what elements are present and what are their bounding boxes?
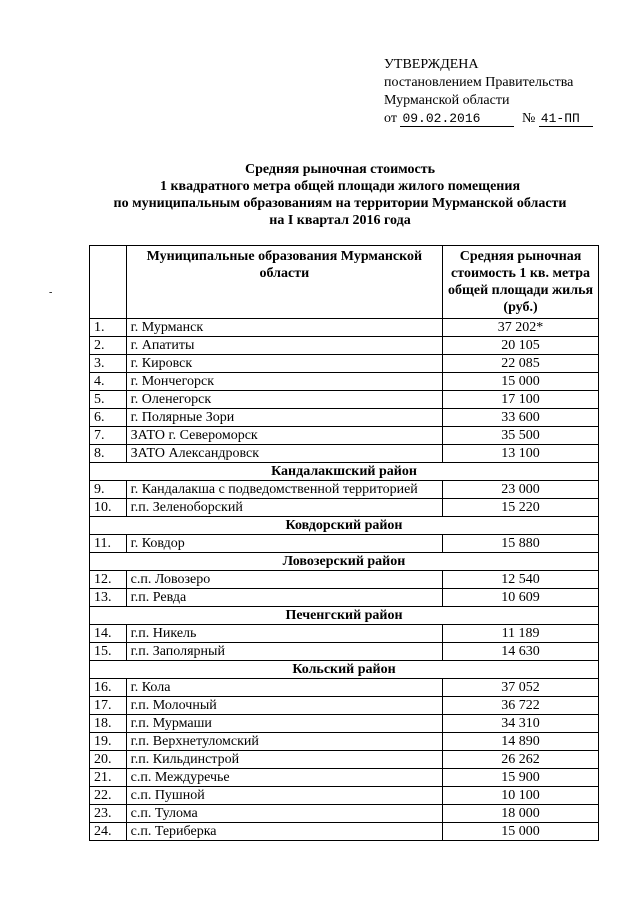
row-price: 23 000 <box>443 481 599 499</box>
row-municipality: с.п. Пушной <box>126 787 443 805</box>
row-number: 6. <box>90 409 127 427</box>
table-row <box>90 715 599 733</box>
table-row <box>90 337 599 355</box>
row-price: 37 202* <box>443 319 599 337</box>
row-number: 16. <box>90 679 127 697</box>
row-municipality: с.п. Ловозеро <box>126 571 443 589</box>
row-price: 18 000 <box>443 805 599 823</box>
table-row <box>90 751 599 769</box>
approval-from-label: от <box>384 111 397 126</box>
table-row <box>90 391 599 409</box>
row-number: 7. <box>90 427 127 445</box>
row-municipality: г.п. Верхнетуломский <box>126 733 443 751</box>
row-municipality: г.п. Мурмаши <box>126 715 443 733</box>
row-municipality: г. Мончегорск <box>126 373 443 391</box>
table-row <box>90 787 599 805</box>
group-header-row <box>90 517 599 535</box>
row-municipality: г. Ковдор <box>126 535 443 553</box>
row-number: 21. <box>90 769 127 787</box>
group-header-row <box>90 661 599 679</box>
group-header-row <box>90 463 599 481</box>
table-row <box>90 823 599 841</box>
table-row <box>90 733 599 751</box>
table-row <box>90 373 599 391</box>
approval-date-line <box>384 110 593 128</box>
row-price: 10 100 <box>443 787 599 805</box>
row-price: 26 262 <box>443 751 599 769</box>
row-municipality: г. Кировск <box>126 355 443 373</box>
row-municipality: г.п. Кильдинстрой <box>126 751 443 769</box>
row-number: 12. <box>90 571 127 589</box>
row-municipality: г. Мурманск <box>126 319 443 337</box>
approval-title: УТВЕРЖДЕНА <box>384 57 479 72</box>
row-price: 12 540 <box>443 571 599 589</box>
row-number: 17. <box>90 697 127 715</box>
approval-decree: постановлением Правительства <box>384 75 574 90</box>
approval-number: 41-ПП <box>539 112 593 127</box>
row-number: 11. <box>90 535 127 553</box>
row-price: 14 890 <box>443 733 599 751</box>
group-title: Ловозерский район <box>90 553 599 571</box>
row-price: 14 630 <box>443 643 599 661</box>
row-number: 14. <box>90 625 127 643</box>
table-row <box>90 697 599 715</box>
approval-stamp <box>384 56 593 128</box>
table-row <box>90 535 599 553</box>
row-price: 17 100 <box>443 391 599 409</box>
group-title: Ковдорский район <box>90 517 599 535</box>
row-municipality: ЗАТО г. Североморск <box>126 427 443 445</box>
table-body <box>90 319 599 841</box>
approval-date: 09.02.2016 <box>400 112 514 127</box>
table-row <box>90 409 599 427</box>
row-number: 1. <box>90 319 127 337</box>
row-number: 2. <box>90 337 127 355</box>
title-line-2: 1 квадратного метра общей площади жилого помещения <box>159 179 521 194</box>
group-title: Кандалакшский район <box>90 463 599 481</box>
row-municipality: г. Оленегорск <box>126 391 443 409</box>
row-price: 15 900 <box>443 769 599 787</box>
header-municipality: Муниципальные образования Мурманской области <box>126 246 443 319</box>
group-title: Печенгский район <box>90 607 599 625</box>
row-number: 13. <box>90 589 127 607</box>
row-price: 11 189 <box>443 625 599 643</box>
header-num <box>90 246 127 319</box>
row-municipality: г. Полярные Зори <box>126 409 443 427</box>
row-municipality: ЗАТО Александровск <box>126 445 443 463</box>
table-row <box>90 319 599 337</box>
row-price: 13 100 <box>443 445 599 463</box>
approval-region: Мурманской области <box>384 93 510 108</box>
document-title <box>60 161 620 229</box>
row-number: 15. <box>90 643 127 661</box>
table-row <box>90 481 599 499</box>
row-price: 36 722 <box>443 697 599 715</box>
row-number: 5. <box>90 391 127 409</box>
title-line-3: по муниципальным образованиям на территории Мурманской области <box>113 196 567 211</box>
row-number: 23. <box>90 805 127 823</box>
table-header-row <box>90 246 599 319</box>
approval-number-label: № <box>521 111 536 126</box>
table-row <box>90 679 599 697</box>
title-line-1: Средняя рыночная стоимость <box>245 162 435 177</box>
group-header-row <box>90 607 599 625</box>
table-row <box>90 643 599 661</box>
table-row <box>90 355 599 373</box>
table-row <box>90 499 599 517</box>
row-price: 34 310 <box>443 715 599 733</box>
row-municipality: г. Кандалакша с подведомственной территорией <box>126 481 443 499</box>
row-municipality: г.п. Ревда <box>126 589 443 607</box>
row-municipality: г.п. Никель <box>126 625 443 643</box>
row-number: 22. <box>90 787 127 805</box>
row-price: 37 052 <box>443 679 599 697</box>
table-row <box>90 445 599 463</box>
row-number: 4. <box>90 373 127 391</box>
row-price: 22 085 <box>443 355 599 373</box>
row-price: 10 609 <box>443 589 599 607</box>
title-line-4: на I квартал 2016 года <box>269 213 411 228</box>
row-municipality: г.п. Зеленоборский <box>126 499 443 517</box>
row-number: 18. <box>90 715 127 733</box>
table-row <box>90 769 599 787</box>
table-row <box>90 805 599 823</box>
row-municipality: г. Кола <box>126 679 443 697</box>
row-number: 9. <box>90 481 127 499</box>
row-price: 15 000 <box>443 373 599 391</box>
row-municipality: с.п. Териберка <box>126 823 443 841</box>
row-municipality: г.п. Молочный <box>126 697 443 715</box>
row-number: 10. <box>90 499 127 517</box>
row-municipality: с.п. Тулома <box>126 805 443 823</box>
row-price: 20 105 <box>443 337 599 355</box>
row-number: 20. <box>90 751 127 769</box>
row-municipality: г.п. Заполярный <box>126 643 443 661</box>
row-number: 3. <box>90 355 127 373</box>
row-price: 15 880 <box>443 535 599 553</box>
row-number: 19. <box>90 733 127 751</box>
row-price: 15 220 <box>443 499 599 517</box>
group-title: Кольский район <box>90 661 599 679</box>
table-row <box>90 625 599 643</box>
row-municipality: г. Апатиты <box>126 337 443 355</box>
row-number: 24. <box>90 823 127 841</box>
stray-mark: - <box>49 287 53 298</box>
table-row <box>90 571 599 589</box>
table-row <box>90 589 599 607</box>
row-price: 15 000 <box>443 823 599 841</box>
table-row <box>90 427 599 445</box>
row-municipality: с.п. Междуречье <box>126 769 443 787</box>
header-price: Средняя рыночная стоимость 1 кв. метра общей площади жилья (руб.) <box>443 246 599 319</box>
price-table <box>89 245 599 841</box>
group-header-row <box>90 553 599 571</box>
row-number: 8. <box>90 445 127 463</box>
row-price: 33 600 <box>443 409 599 427</box>
row-price: 35 500 <box>443 427 599 445</box>
